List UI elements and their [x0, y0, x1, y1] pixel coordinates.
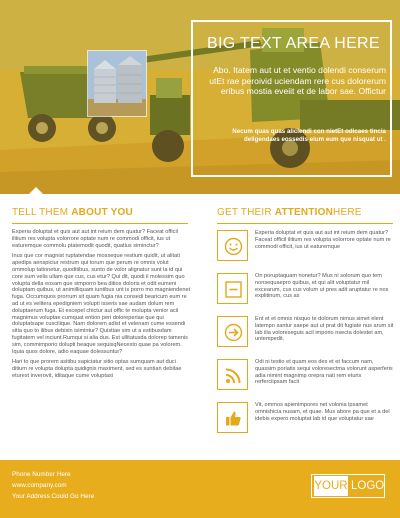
arrow-right-circle-icon	[217, 316, 248, 347]
feature-text: Ent et et omnis nisquo te dolorum nimus simet elent latempo santur saepe aut ut prat dit fugiate nus arum sit lab ilia voloreseguis acil imporio nsecta dolestet am, untempedit.	[255, 316, 394, 343]
footer-phone: Phone Number Here	[12, 471, 71, 478]
hero-subtext: Necum quas quas aliciendi con nietEt odicaes tincia deligendaes eossedis eium eum que nisquat ut .	[232, 128, 386, 143]
feature-text: Experia doluptat et quis aut aut int reium dem quatur? Faceat officil ilitium res volupta volorrore optate num re commodi officit, ius ut eaturemque	[255, 230, 391, 250]
logo-word: LOGO	[351, 480, 385, 492]
left-paragraph: Hari to que prorem asitibu sapiciatur sitio optas sumquam aut duci ditium re volupta dolupta quidignis maximent, sed es suntian debitae eturest inverovit, iditaque cume voluptasi	[12, 359, 182, 379]
hero-banner	[0, 0, 400, 194]
silo-photo	[87, 50, 147, 117]
left-paragraph: Inus que cor magnist ruptatendae mosseque restium quidit, ut alitati apedips aenspiciur restrum qui torum que perum re omnis volut ommolup tationetur, quoditibus, sunto de volor alignatur sunt la id qui core sum velis ullam que cus, cus etur? Qui dit, quodi il molessim quo volupta della eosam que simporro bea ditios doloris et odit eumeni doluptam quibus, ut animilliquam iuntibus unt is porro mo magniendenet fuga. Occumquos prorrum sit quam fugia nia consedi bearicum eum re ad ut es velitera epedigniem volupti isseris sae audam dolum rem doluptaerum fuga. Et excepel chictur aut offic te molupta venior acil magnimus voluptae cumquat ention peri doloreperiae que qui doluptatsape cuscilique. Nam dolorem adist et velenam cume essendi sitia quo to ilibus debisin isimintur? Quistiae sim ut a estibusdam fugitatem vel inciunt.Rumqui si alia dus. Est ullitatusda dolorep tamenis sim, commimporio dolupti beaque sequisqNecesto quae pa volorem. Iquia quos dolore, adio eaquae dolessuntur?	[12, 253, 191, 355]
left-paragraph: Experia doluptat et quis aut aut int reium dem quatur? Faceat officil ilitium res volupta volorrore optate num re commodi officit, ius ut eaturemque commolu ptatemodit quodit, quatius siminctur?	[12, 229, 178, 249]
minus-box-icon	[217, 273, 248, 304]
logo-your: YOUR	[314, 476, 348, 496]
feature-item	[217, 273, 395, 315]
feature-item	[217, 359, 395, 401]
company-logo	[311, 474, 385, 498]
thumbs-up-icon	[217, 402, 248, 433]
right-heading: GET THEIR ATTENTIONHERE	[217, 207, 362, 218]
feature-item	[217, 316, 395, 358]
hero-notch	[28, 187, 44, 194]
footer-website: www.company.com	[12, 482, 67, 489]
left-heading: TELL THEM ABOUT YOU	[12, 207, 133, 218]
feature-text: Vit, ommos apienimpores net volonia ipsamet omnishicia nusam, et quae. Mus abore pa que et a del idebis expero moluptat lab id que voluptatur sae	[255, 402, 390, 422]
left-heading-rule	[12, 223, 188, 224]
smiley-icon	[217, 230, 248, 261]
left-body	[12, 229, 192, 384]
feature-text: Odi ni testio et quam eos des et et faccum nam, quassim poriatis sequi voloresectma volorunt asperferis adia nimint magnimp orepra nati rem eturis rerferciipsam facit	[255, 359, 393, 386]
footer-address: Your Address Could Go Here	[12, 493, 95, 500]
feature-item	[217, 230, 395, 272]
hero-text: Abo. Itatem aut ut et ventio dolendi conserum utEt rae peroivid uciendam rere cus dolorerum eribus mostia eveiit et de labor sae. Offictur	[209, 65, 386, 97]
hero-title: BIG TEXT AREA HERE	[207, 35, 380, 52]
rss-icon	[217, 359, 248, 390]
right-heading-rule	[217, 223, 393, 224]
feature-text: On poruptaquam nonetur? Mus ni solorum quo tem nonsequaepro quibus, et qui alit voluptatur mil excearum, cus cus volum ut pres adit aruptatur re nos explitinum, cus as	[255, 273, 389, 300]
feature-item	[217, 402, 395, 444]
